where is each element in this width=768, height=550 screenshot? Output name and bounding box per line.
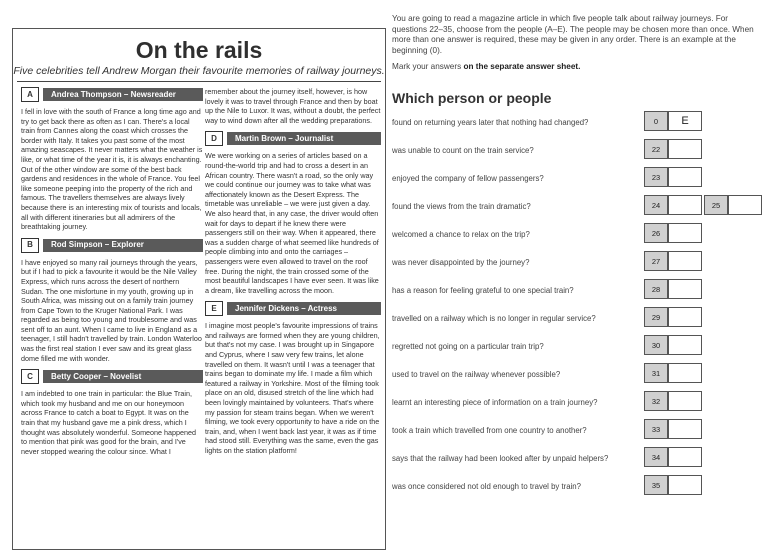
mark-bold: on the separate answer sheet. bbox=[463, 62, 581, 71]
question-row bbox=[392, 475, 764, 497]
question-text: welcomed a chance to relax on the trip? bbox=[392, 229, 530, 239]
question-row bbox=[392, 223, 764, 245]
answer-box[interactable]: E bbox=[668, 111, 702, 131]
question-row bbox=[392, 419, 764, 441]
section-header-c bbox=[21, 369, 203, 384]
section-text-e: I imagine most people's favourite impressions of trains and railways are formed when they are young children, but that's not my case. I was brought up in Singapore and Cyprus, where I saw very few trains, let alone travelled on them. It wasn't until I was a teenager that trains began to dominate my life. I made a film which featured a railway in Yorkshire. Most of the filming took place on an old, disused stretch of the line which had been lovingly maintained by volunteers. That's where my passion for steam trains began. When we weren't filming, we took every opportunity to have a ride on the train, and, when I went back last year, it was as if time had stood still. Everything was the same, even the gas lights on the station platform! bbox=[205, 321, 380, 455]
mark-instruction bbox=[392, 62, 764, 71]
answer-box[interactable] bbox=[668, 139, 702, 159]
question-number: 34 bbox=[644, 447, 668, 467]
answer-box[interactable] bbox=[668, 363, 702, 383]
question-number: 26 bbox=[644, 223, 668, 243]
answer-box[interactable] bbox=[668, 307, 702, 327]
section-letter: B bbox=[21, 238, 39, 253]
questions-title: Which person or people bbox=[392, 90, 552, 106]
question-row bbox=[392, 335, 764, 357]
answer-box[interactable] bbox=[668, 195, 702, 215]
section-name: Rod Simpson – Explorer bbox=[43, 239, 203, 252]
question-text: travelled on a railway which is no longer in regular service? bbox=[392, 313, 596, 323]
section-header-a bbox=[21, 87, 203, 102]
section-letter: A bbox=[21, 87, 39, 102]
section-header-b bbox=[21, 238, 203, 253]
instructions-text: You are going to read a magazine article in which five people talk about railway journeys. For questions 22–35, choose from the people (A–E). The people may be chosen more than once. When more than one answer is required, these may be given in any order. There is an example at the beginning (0). bbox=[392, 14, 754, 55]
section-header-e bbox=[205, 301, 381, 316]
question-text: used to travel on the railway whenever possible? bbox=[392, 369, 561, 379]
question-number: 28 bbox=[644, 279, 668, 299]
question-number: 30 bbox=[644, 335, 668, 355]
question-text: was never disappointed by the journey? bbox=[392, 257, 530, 267]
question-text: says that the railway had been looked after by unpaid helpers? bbox=[392, 453, 609, 463]
article-panel bbox=[12, 28, 386, 550]
question-row bbox=[392, 195, 764, 217]
instructions-panel bbox=[392, 14, 764, 71]
section-text-b: I have enjoyed so many rail journeys through the years, but if I had to pick a favourite it would be the Nile Valley Express, which runs across the desert of northern Sudan. The one misfortune in my youth, growing up in South Africa, was missing out on a family train journey from Cape Town to the Kruger National Park. I was regarded as being too young and troublesome and was sent off to an aunt. When I came to live in England as a teenager, I still hadn't travelled by train. London Waterloo was the first real station I ever saw and its great glass dome filled me with wonder. bbox=[21, 257, 202, 363]
question-text: found on returning years later that nothing had changed? bbox=[392, 117, 589, 127]
question-number: 32 bbox=[644, 391, 668, 411]
answer-box[interactable] bbox=[668, 447, 702, 467]
article-column-2 bbox=[205, 87, 381, 462]
article-column-1 bbox=[21, 87, 203, 462]
section-name: Martin Brown – Journalist bbox=[227, 132, 381, 145]
section-name: Andrea Thompson – Newsreader bbox=[43, 88, 203, 101]
section-name: Betty Cooper – Novelist bbox=[43, 370, 203, 383]
question-number: 31 bbox=[644, 363, 668, 383]
question-row bbox=[392, 139, 764, 161]
article-title: On the rails bbox=[135, 37, 263, 63]
answer-box[interactable] bbox=[668, 251, 702, 271]
section-header-d bbox=[205, 131, 381, 146]
question-text: was unable to count on the train service? bbox=[392, 145, 534, 155]
question-row bbox=[392, 307, 764, 329]
answer-box[interactable] bbox=[668, 419, 702, 439]
question-number-extra: 25 bbox=[704, 195, 728, 215]
answer-box[interactable] bbox=[668, 167, 702, 187]
answer-box[interactable] bbox=[668, 223, 702, 243]
answer-box-extra[interactable] bbox=[728, 195, 762, 215]
question-row bbox=[392, 447, 764, 469]
answer-box[interactable] bbox=[668, 391, 702, 411]
question-text: learnt an interesting piece of information on a train journey? bbox=[392, 397, 598, 407]
question-row bbox=[392, 391, 764, 413]
question-number: 24 bbox=[644, 195, 668, 215]
question-number: 22 bbox=[644, 139, 668, 159]
question-number: 23 bbox=[644, 167, 668, 187]
answer-box[interactable] bbox=[668, 475, 702, 495]
question-row bbox=[392, 111, 764, 133]
question-row bbox=[392, 167, 764, 189]
question-row bbox=[392, 363, 764, 385]
question-number: 0 bbox=[644, 111, 668, 131]
section-text-c-continued: remember about the journey itself, however, is how lovely it was to travel through France and then by boat up the Nile to Luxor. It was, without a doubt, the perfect way to wind down after all the wedding preparations. bbox=[205, 87, 381, 125]
section-text-d: We were working on a series of articles based on a round-the-world trip and had to cross a desert in an African country. There wasn't a road, so the only way we could continue our journey was to take what was affectionately known as the Desert Express. The timetable was unreliable – we were just given a day. We also heard that, in any case, the driver would often wait for days to depart if he knew there were passengers still on their way. When it appeared, there was a sudden charge of what seemed like hundreds of people climbing into and onto the carriages – passengers were even allowed to travel on the roof free. During the night, the train crossed some of the most beautiful landscapes I have ever seen. It was like a dream, like travelling across the moon. bbox=[205, 151, 379, 295]
section-letter: D bbox=[205, 131, 223, 146]
question-text: was once considered not old enough to travel by train? bbox=[392, 481, 581, 491]
question-row bbox=[392, 279, 764, 301]
question-number: 33 bbox=[644, 419, 668, 439]
section-letter: C bbox=[21, 369, 39, 384]
mark-prefix: Mark your answers bbox=[392, 62, 464, 71]
question-number: 29 bbox=[644, 307, 668, 327]
question-text: has a reason for feeling grateful to one special train? bbox=[392, 285, 574, 295]
question-text: enjoyed the company of fellow passengers? bbox=[392, 173, 544, 183]
section-name: Jennifer Dickens – Actress bbox=[227, 302, 381, 315]
question-text: found the views from the train dramatic? bbox=[392, 201, 531, 211]
question-number: 27 bbox=[644, 251, 668, 271]
title-rule bbox=[17, 81, 381, 82]
section-letter: E bbox=[205, 301, 223, 316]
question-text: regretted not going on a particular train trip? bbox=[392, 341, 544, 351]
section-text-c: I am indebted to one train in particular: the Blue Train, which took my husband and me on our honeymoon across France to catch a boat to Egypt. It was on the train that my husband gave me a pink dress, which I thought was absolutely wonderful. Someone happened to mention that pink was good for the brain, and I've never stopped wearing the colour since. What I bbox=[21, 389, 197, 456]
question-row bbox=[392, 251, 764, 273]
section-text-a: I fell in love with the south of France a long time ago and try to get back there as often as I can. There's a local train from Cannes along the coast which crosses the border with Italy. It takes you past some of the most amazing seascapes. It never matters what the weather is like, or what time of the year it is, it is always enchanting. Out of the other window are some of the best back gardens and residences in the whole of France. You feel like someone peeping into the property of the rich and famous. The travellers themselves are always lively because there is an interesting mix of tourists and locals, all with different itineraries but all admirers of the breathtaking journey. bbox=[21, 107, 203, 232]
article-subtitle: Five celebrities tell Andrew Morgan their favourite memories of railway journeys. bbox=[13, 65, 385, 77]
question-number: 35 bbox=[644, 475, 668, 495]
question-text: took a train which travelled from one country to another? bbox=[392, 425, 587, 435]
answer-box[interactable] bbox=[668, 279, 702, 299]
answer-box[interactable] bbox=[668, 335, 702, 355]
